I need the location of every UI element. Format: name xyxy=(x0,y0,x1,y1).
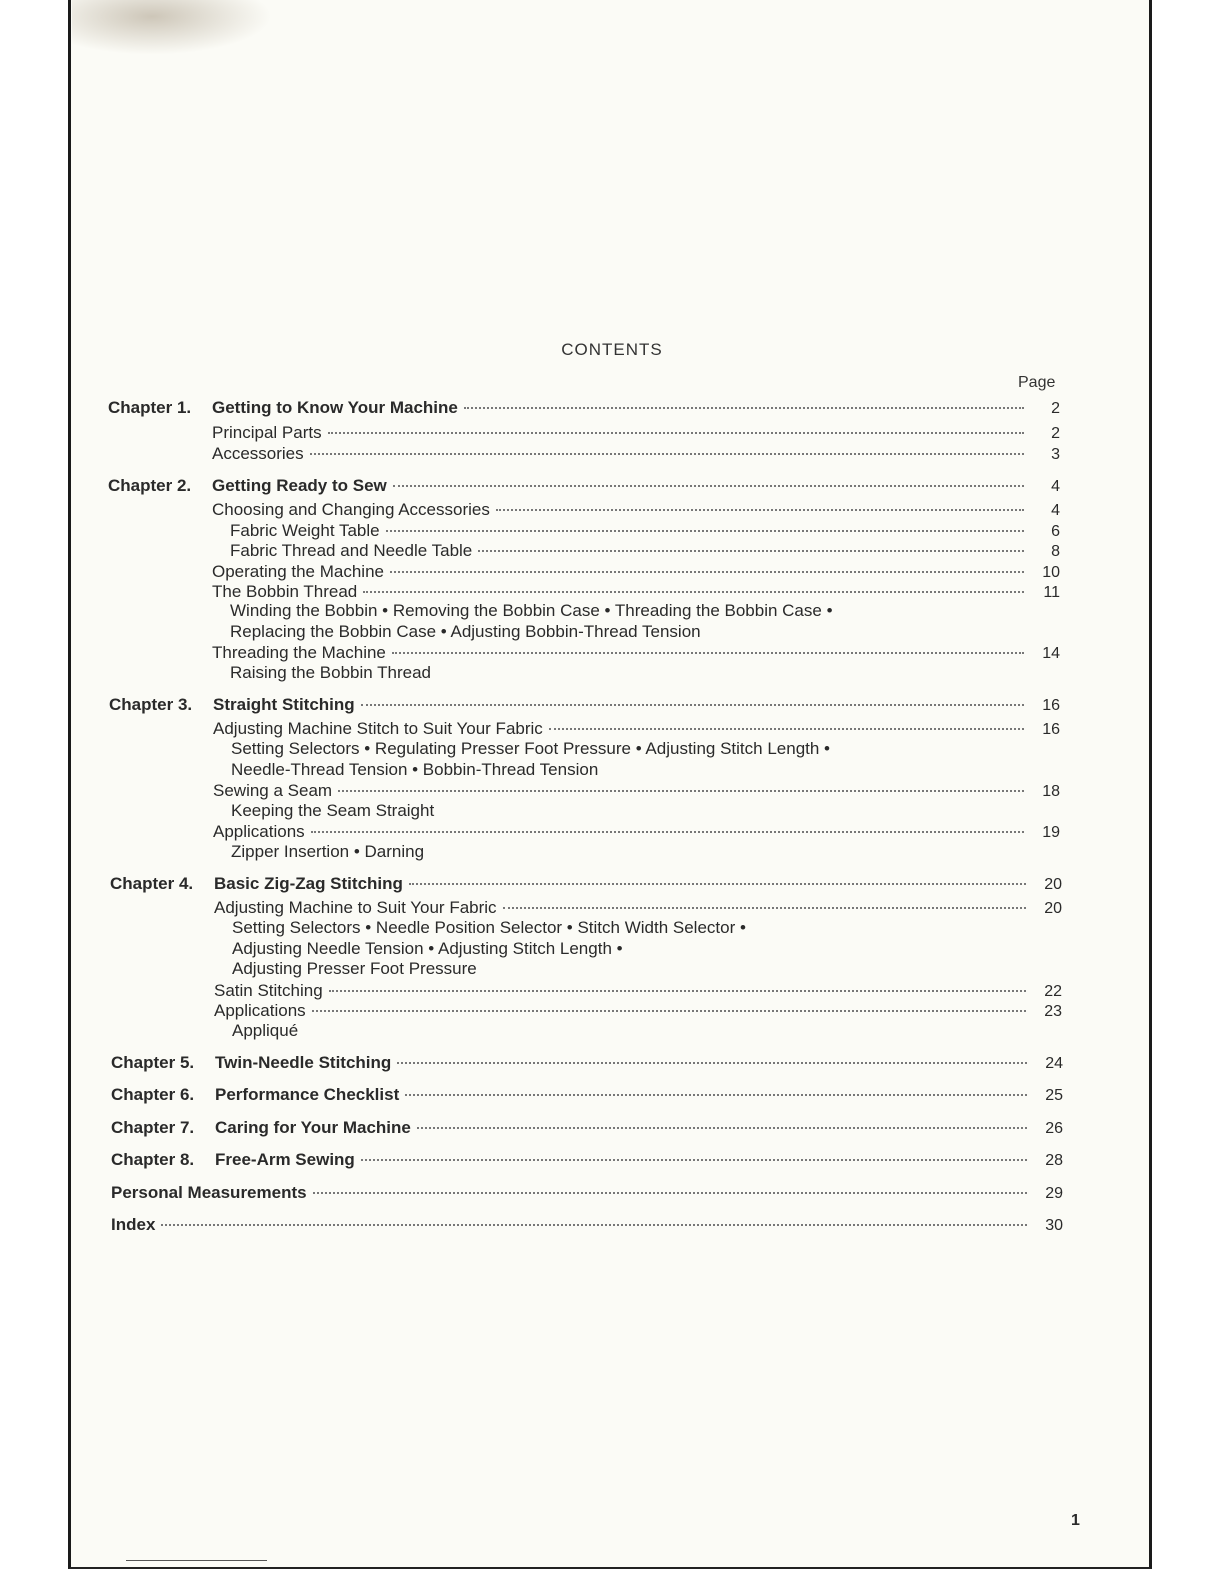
toc-index xyxy=(111,1215,1063,1237)
page-ref: 2 xyxy=(1051,400,1060,417)
toc-subtopics: Adjusting Needle Tension • Adjusting Stitch Length • xyxy=(232,939,623,958)
chapter-number: Chapter 8. xyxy=(111,1150,195,1169)
chapter-title: Free-Arm Sewing xyxy=(215,1150,355,1169)
entry-label: Threading the Machine xyxy=(212,643,386,662)
toc-subtopics: Replacing the Bobbin Case • Adjusting Bobbin-Thread Tension xyxy=(230,622,701,641)
toc-subtopics: Setting Selectors • Needle Position Selector • Stitch Width Selector • xyxy=(232,918,746,937)
entry-label: Personal Measurements xyxy=(111,1183,307,1202)
chapter-number: Chapter 6. xyxy=(111,1085,195,1104)
chapter-title: Straight Stitching xyxy=(213,695,355,714)
toc-entry xyxy=(213,781,1060,803)
entry-label: Fabric Weight Table xyxy=(230,521,380,540)
toc-subtopics: Zipper Insertion • Darning xyxy=(231,842,425,861)
entry-label: Sewing a Seam xyxy=(213,781,333,800)
chapter-title: Caring for Your Machine xyxy=(215,1118,411,1137)
toc-entry xyxy=(214,1001,1062,1023)
page-ref: 26 xyxy=(1045,1120,1063,1137)
toc-subtopics: Winding the Bobbin • Removing the Bobbin Case • Threading the Bobbin Case • xyxy=(230,601,833,620)
dot-leader xyxy=(417,1126,1027,1129)
toc-subtopics: Keeping the Seam Straight xyxy=(231,801,435,820)
page-ref: 11 xyxy=(1043,584,1060,601)
toc-chapter-8 xyxy=(111,1150,1063,1172)
toc-subtopics: Appliqué xyxy=(232,1021,299,1040)
page-ref: 10 xyxy=(1042,564,1060,581)
entry-label: Principal Parts xyxy=(212,423,322,442)
footer-rule xyxy=(126,1560,267,1561)
page-ref: 20 xyxy=(1044,876,1062,893)
dot-leader xyxy=(409,882,1026,885)
page-ref: 23 xyxy=(1044,1003,1062,1020)
dot-leader xyxy=(161,1223,1027,1226)
page-ref: 25 xyxy=(1045,1087,1063,1104)
entry-label: Fabric Thread and Needle Table xyxy=(230,541,473,560)
toc-chapter-6 xyxy=(111,1085,1063,1107)
dot-leader xyxy=(312,1009,1026,1012)
page-ref: 24 xyxy=(1045,1055,1063,1072)
dot-leader xyxy=(390,570,1024,573)
toc-subtopics: Needle-Thread Tension • Bobbin-Thread Tension xyxy=(231,760,599,779)
dot-leader xyxy=(363,590,1024,593)
dot-leader xyxy=(329,989,1026,992)
dot-leader xyxy=(478,549,1024,552)
page-ref: 4 xyxy=(1051,478,1060,495)
page-ref: 22 xyxy=(1044,983,1062,1000)
toc-entry xyxy=(212,643,1060,665)
page-ref: 4 xyxy=(1051,502,1060,519)
chapter-title: Performance Checklist xyxy=(215,1085,400,1104)
entry-label: Index xyxy=(111,1215,156,1234)
toc-subtopics: Adjusting Presser Foot Pressure xyxy=(232,959,477,978)
dot-leader xyxy=(393,484,1024,487)
chapter-title: Basic Zig-Zag Stitching xyxy=(214,874,403,893)
dot-leader xyxy=(397,1061,1027,1064)
dot-leader xyxy=(392,651,1024,654)
toc-chapter-7 xyxy=(111,1118,1063,1140)
page-ref: 8 xyxy=(1051,543,1060,560)
entry-label: Adjusting Machine Stitch to Suit Your Fabric xyxy=(213,719,543,738)
entry-label: The Bobbin Thread xyxy=(212,582,358,601)
dot-leader xyxy=(496,508,1024,511)
contents-title: CONTENTS xyxy=(561,340,663,359)
dot-leader xyxy=(503,906,1026,909)
dot-leader xyxy=(464,406,1024,409)
page-ref: 18 xyxy=(1042,783,1060,800)
page-number: 1 xyxy=(1071,1512,1080,1529)
toc-subtopics: Raising the Bobbin Thread xyxy=(230,663,431,682)
page-stain xyxy=(72,0,272,55)
toc-chapter-2 xyxy=(108,476,1060,498)
toc-entry xyxy=(212,423,1060,445)
toc-entry xyxy=(212,562,1060,584)
dot-leader xyxy=(313,1191,1027,1194)
toc-personal-measurements xyxy=(111,1183,1063,1205)
chapter-title: Getting Ready to Sew xyxy=(212,476,387,495)
page-ref: 19 xyxy=(1042,824,1060,841)
dot-leader xyxy=(361,703,1024,706)
entry-label: Operating the Machine xyxy=(212,562,384,581)
page-column-header: Page xyxy=(1018,374,1056,391)
chapter-number: Chapter 5. xyxy=(111,1053,195,1072)
dot-leader xyxy=(311,830,1024,833)
chapter-number: Chapter 4. xyxy=(110,874,194,893)
page-ref: 16 xyxy=(1042,721,1060,738)
page-ref: 28 xyxy=(1045,1152,1063,1169)
chapter-title: Getting to Know Your Machine xyxy=(212,398,458,417)
toc-entry xyxy=(213,822,1060,844)
page-ref: 14 xyxy=(1042,645,1060,662)
toc-entry xyxy=(214,898,1062,920)
chapter-number: Chapter 7. xyxy=(111,1118,195,1137)
entry-label: Satin Stitching xyxy=(214,981,323,1000)
toc-chapter-1 xyxy=(108,398,1060,420)
toc-entry xyxy=(212,444,1060,466)
toc-entry xyxy=(230,521,1060,543)
toc-chapter-5 xyxy=(111,1053,1063,1075)
entry-label: Applications xyxy=(214,1001,306,1020)
dot-leader xyxy=(338,789,1024,792)
toc-entry xyxy=(230,541,1060,563)
entry-label: Choosing and Changing Accessories xyxy=(212,500,490,519)
page-ref: 29 xyxy=(1045,1185,1063,1202)
dot-leader xyxy=(361,1158,1027,1161)
chapter-number: Chapter 3. xyxy=(109,695,193,714)
toc-entry xyxy=(214,981,1062,1003)
chapter-number: Chapter 2. xyxy=(108,476,192,495)
toc-entry xyxy=(212,500,1060,522)
toc-entry xyxy=(213,719,1060,741)
page-ref: 3 xyxy=(1051,446,1060,463)
toc-chapter-3 xyxy=(109,695,1060,717)
toc-chapter-4 xyxy=(110,874,1062,896)
chapter-title: Twin-Needle Stitching xyxy=(215,1053,392,1072)
dot-leader xyxy=(386,529,1024,532)
entry-label: Applications xyxy=(213,822,305,841)
page-ref: 30 xyxy=(1045,1217,1063,1234)
page-ref: 6 xyxy=(1051,523,1060,540)
dot-leader xyxy=(310,452,1024,455)
toc-subtopics: Setting Selectors • Regulating Presser Foot Pressure • Adjusting Stitch Length • xyxy=(231,739,831,758)
chapter-number: Chapter 1. xyxy=(108,398,192,417)
page-ref: 16 xyxy=(1042,697,1060,714)
dot-leader xyxy=(405,1093,1027,1096)
page-ref: 2 xyxy=(1051,425,1060,442)
page-ref: 20 xyxy=(1044,900,1062,917)
entry-label: Adjusting Machine to Suit Your Fabric xyxy=(214,898,497,917)
dot-leader xyxy=(328,431,1024,434)
dot-leader xyxy=(549,727,1024,730)
entry-label: Accessories xyxy=(212,444,304,463)
